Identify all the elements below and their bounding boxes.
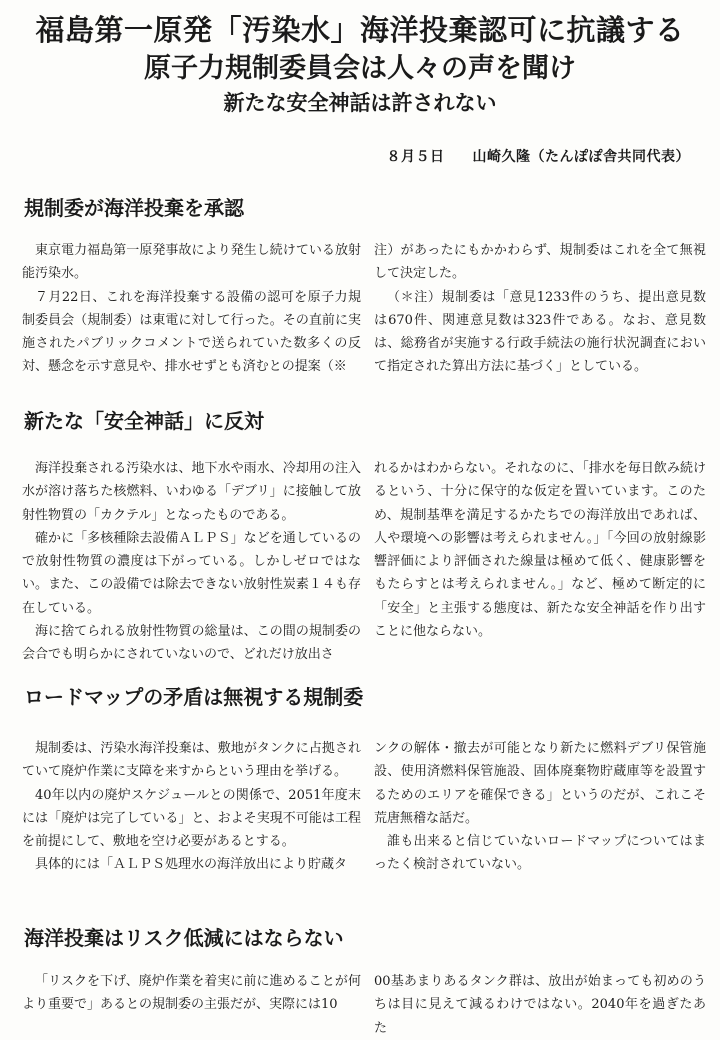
byline (359, 146, 691, 166)
subtitle: 原子力規制委員会は人々の声を聞け (144, 53, 576, 84)
tagline: 新たな安全神話は許されない (223, 91, 497, 115)
left-column (22, 737, 361, 877)
section-body (22, 737, 706, 877)
byline-date: ８月５日 (386, 149, 445, 165)
section-heading: ロードマップの矛盾は無視する規制委 (24, 685, 364, 709)
paragraph: （＊注）規制委は「意見1233件のうち、提出意見数は670件、関連意見数は323件である。なお、意見数は、総務省が実施する行政手続法の施行状況調査において指定された算出方法に基づく」としている。 (374, 289, 706, 375)
paragraph: 海に捨てられる放射性物質の総量は、この間の規制委の会合でも明らかにされていないので、どれだけ放出さ (22, 624, 361, 663)
paragraph: 具体的には「ＡＬＰＳ処理水の海洋放出により貯蔵タ (35, 857, 348, 873)
left-column (22, 970, 361, 1040)
paragraph: ７月22日、これを海洋投棄する設備の認可を原子力規制委員会（規制委）は東電に対して行った。その直前に実施されたパブリックコメントで送られていた数多くの反対、懸念を示す意見や、排水せずとも済むとの提案（※ (22, 289, 361, 375)
paragraph: 規制委は、汚染水海洋投棄は、敷地がタンクに占拠されていて廃炉作業に支障を来すからという理由を挙げる。 (22, 741, 361, 780)
paragraph: 00基あまりあるタンク群は、放出が始まっても初めのうちは目に見えて減るわけではない。2040年を過ぎたあた (374, 974, 706, 1036)
left-column (22, 457, 361, 667)
right-column (374, 457, 706, 667)
section-body (22, 457, 706, 667)
paragraph: 注）があったにもかかわらず、規制委はこれを全て無視して決定した。 (374, 243, 706, 282)
section-heading: 海洋投棄はリスク低減にはならない (24, 926, 344, 950)
paragraph: ンクの解体・撤去が可能となり新たに燃料デブリ保管施設、使用済燃料保管施設、固体廃棄物貯蔵庫等を設置するためのエリアを確保できる」というのだが、これこそ荒唐無稽な話だ。 (374, 741, 706, 826)
paragraph: 確かに「多核種除去設備ＡＬＰＳ」などを通しているので放射性物質の濃度は下がっている。しかしゼロではない。また、この設備では除去できない放射性炭素１４も存在している。 (22, 530, 361, 616)
right-column (374, 970, 706, 1040)
title-block (0, 0, 720, 118)
main-title: 福島第一原発「汚染水」海洋投棄認可に抗議する (35, 13, 685, 47)
byline-author: 山崎久隆（たんぽぽ舎共同代表） (472, 149, 690, 165)
paragraph: 「リスクを下げ、廃炉作業を着実に前に進めることが何より重要で」あるとの規制委の主張だが、実際には10 (22, 974, 361, 1013)
section-body (22, 970, 706, 1040)
paragraph: 東京電力福島第一原発事故により発生し続けている放射能汚染水。 (22, 243, 361, 282)
right-column (374, 239, 706, 379)
paragraph: れるかはわからない。それなのに、「排水を毎日飲み続けるという、十分に保守的な仮定を置いています。このため、規制基準を満足するかたちでの海洋放出であれば、人や環境への影響は考えられません。」「今回の放射線影響評価により評価された線量は極めて低く、健康影響をもたらすとは考えられません。」など、極めて断定的に「安全」と主張する態度は、新たな安全神話を作り出すことに他ならない。 (374, 461, 706, 640)
section-body (22, 239, 706, 379)
left-column (22, 239, 361, 379)
section-heading: 新たな「安全神話」に反対 (24, 409, 264, 433)
section-heading: 規制委が海洋投棄を承認 (24, 196, 244, 220)
paragraph: 誰も出来ると信じていないロードマップについてはまったく検討されていない。 (374, 834, 706, 873)
paragraph: 40年以内の廃炉スケジュールとの関係で、2051年度末には「廃炉は完了している」と、およそ実現不可能は工程を前提にして、敷地を空け必要があるとする。 (22, 787, 361, 850)
right-column (374, 737, 706, 877)
paragraph: 海洋投棄される汚染水は、地下水や雨水、冷却用の注入水が溶け落ちた核燃料、いわゆる「デブリ」に接触して放射性物質の「カクテル」となったものである。 (22, 461, 361, 523)
